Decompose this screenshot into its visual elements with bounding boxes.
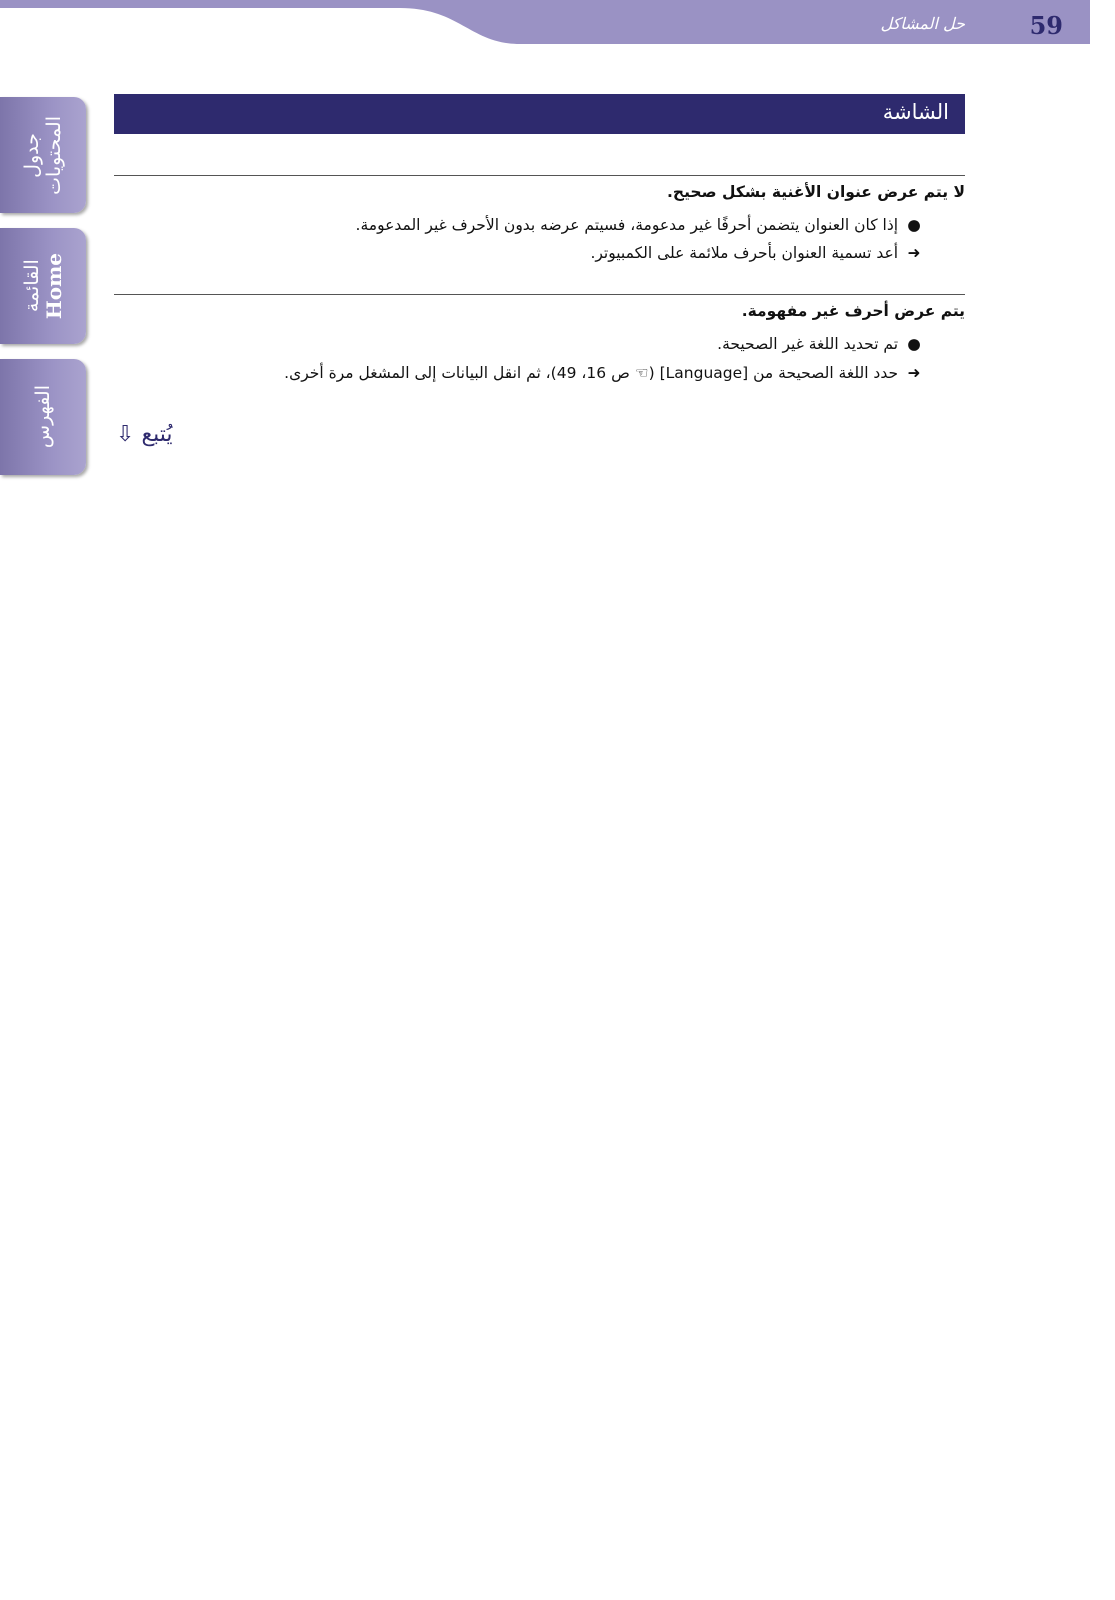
remedy-line [590, 244, 925, 262]
arrow-icon: ➜ [907, 364, 921, 382]
arrow-icon: ➜ [907, 244, 921, 262]
tab-index-label: الفهرس [32, 385, 54, 449]
tab-home-latin: Home [42, 252, 66, 320]
remedy-text: أعد تسمية العنوان بأحرف ملائمة على الكمبيوتر. [590, 244, 899, 262]
cause-text: إذا كان العنوان يتضمن أحرفًا غير مدعومة، فسيتم عرضه بدون الأحرف غير المدعومة. [355, 216, 899, 234]
down-arrow-icon: ⇩ [116, 422, 135, 447]
tab-home-arabic: القائمة [21, 259, 43, 313]
bullet-icon: ● [907, 216, 921, 234]
remedy-line [284, 364, 925, 382]
cause-text: تم تحديد اللغة غير الصحيحة. [717, 335, 899, 353]
section-heading: الشاشة [882, 100, 949, 124]
remedy-text: حدد اللغة الصحيحة من [Language] (☜ ص 16، 49)، ثم انقل البيانات إلى المشغل مرة أخرى. [284, 364, 899, 382]
section-label: حل المشاكل [880, 14, 965, 33]
divider [114, 175, 965, 176]
bullet-icon: ● [907, 335, 921, 353]
tab-contents-label: جدول المحتويات [21, 115, 65, 195]
tab-home-menu[interactable] [0, 228, 86, 344]
tab-index[interactable] [0, 359, 86, 475]
tab-table-of-contents[interactable] [0, 97, 86, 213]
continued-link[interactable] [116, 422, 173, 447]
continued-label: يُتبع [141, 422, 173, 447]
tab-home-label [21, 253, 65, 319]
problem-title: يتم عرض أحرف غير مفهومة. [741, 302, 965, 320]
cause-line [356, 216, 925, 234]
section-heading-bar [114, 94, 965, 134]
divider [114, 294, 965, 295]
cause-line [717, 335, 925, 353]
page-number: 59 [1029, 11, 1063, 40]
problem-title: لا يتم عرض عنوان الأغنية بشكل صحيح. [667, 183, 965, 201]
